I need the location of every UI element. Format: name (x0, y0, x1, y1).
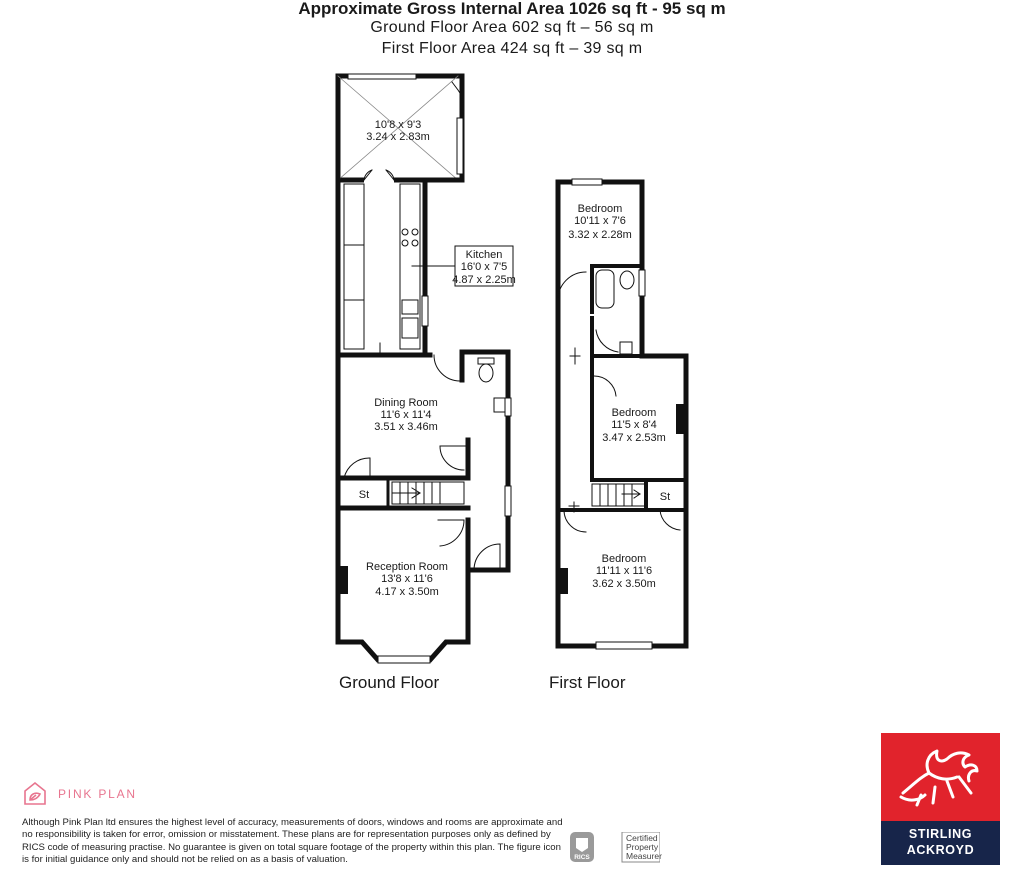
bedroom-rear-dim-metric: 3.32 x 2.28m (568, 229, 632, 241)
griffin-icon (881, 733, 1000, 821)
pink-plan-logo-icon (22, 780, 48, 806)
first-store-label: St (659, 491, 671, 503)
kitchen-name: Kitchen (465, 249, 503, 261)
rics-line-3: Measurer (626, 851, 662, 861)
stirling-ackroyd-logo (881, 733, 1000, 865)
ground-floor-label: Ground Floor (339, 673, 440, 692)
dining-room-dim-imperial: 11'6 x 11'4 (380, 409, 432, 421)
bedroom-rear-dim-imperial: 10'11 x 7'6 (574, 215, 626, 227)
bedroom-front-name: Bedroom (601, 553, 647, 565)
reception-room-dim-metric: 4.17 x 3.50m (375, 586, 439, 598)
reception-room-name: Reception Room (366, 561, 448, 573)
kitchen-dim-metric: 4.87 x 2.25m (452, 274, 516, 286)
kitchen-dim-imperial: 16'0 x 7'5 (460, 261, 508, 273)
reception-room-dim-imperial: 13'8 x 11'6 (381, 573, 433, 585)
landing (569, 348, 580, 512)
conservatory-dim-metric: 3.24 x 2.83m (366, 131, 430, 143)
ground-floor-area: Ground Floor Area 602 sq ft – 56 sq m (370, 19, 654, 36)
conservatory-dim-imperial: 10'8 x 9'3 (374, 119, 422, 131)
total-area-title: Approximate Gross Internal Area 1026 sq ft - 95 sq m (298, 0, 726, 18)
bedroom-middle-dim-metric: 3.47 x 2.53m (602, 432, 666, 444)
rics-line-2: Property (626, 842, 659, 852)
rics-line-1: Certified (626, 833, 658, 843)
bedroom-front-dim-imperial: 11'11 x 11'6 (595, 565, 653, 577)
first-floor-area: First Floor Area 424 sq ft – 39 sq m (381, 40, 643, 57)
agent-name-line-1: STIRLING (908, 827, 973, 841)
pink-plan-name: PINK PLAN (58, 787, 137, 801)
bedroom-middle-name: Bedroom (611, 407, 657, 419)
bathroom (558, 266, 645, 356)
bedroom-rear-name: Bedroom (577, 203, 623, 215)
dining-room-dim-metric: 3.51 x 3.46m (374, 421, 438, 433)
disclaimer-text: Although Pink Plan ltd ensures the highest level of accuracy, measurements of doors, windows and rooms are approximate and no responsibility is taken for error, omission or misstatement. These plans are for representation purposes only as defined by RICS code of measuring practise. No guarantee is given on total square footage of the property within this plan. The figure icon is for initial guidance only and should not be relied on as a basis of valuation. (22, 817, 563, 866)
first-floor-label: First Floor (549, 673, 626, 692)
rics-certified-text (626, 834, 662, 861)
bedroom-front-dim-metric: 3.62 x 3.50m (592, 578, 656, 590)
ground-store-label: St (358, 489, 370, 501)
agent-name-line-2: ACKROYD (906, 843, 975, 857)
bedroom-middle-dim-imperial: 11'5 x 8'4 (611, 419, 657, 431)
dining-room-name: Dining Room (374, 397, 438, 409)
agent-logo-red-panel (881, 733, 1000, 821)
rics-badge-text: RICS (574, 854, 590, 861)
